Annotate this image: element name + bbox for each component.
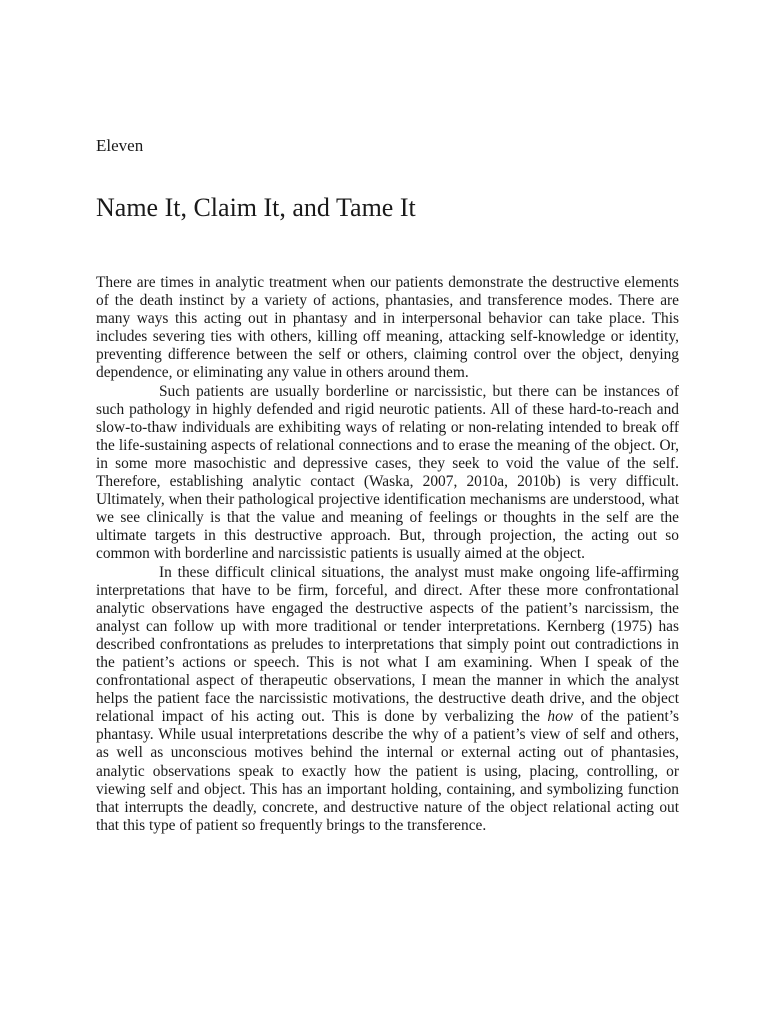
chapter-number: Eleven: [96, 136, 144, 155]
paragraph-3-text-after: of the patient’s phantasy. While usual interpretations describe the why of a patient’s view of self and others, as well as unconscious motives behind the internal or external acting out of phantasies, analytic observations speak to exactly how the patient is using, placing, controlling, or viewing self and object. This has an important holding, containing, and symbolizing function that interrupts the deadly, concrete, and destructive nature of the object relational acting out that this type of patient so frequently brings to the transference.: [96, 708, 679, 834]
chapter-body: [96, 274, 679, 835]
paragraph-3-emphasis: how: [547, 708, 574, 726]
chapter-title: Name It, Claim It, and Tame It: [96, 193, 416, 222]
paragraph-3-text-before: In these difficult clinical situations, the analyst must make ongoing life-affirming interpretations that have to be firm, forceful, and direct. After these more confrontational analytic observations have engaged the destructive aspects of the patient’s narcissism, the analyst can follow up with more traditional or tender interpretations. Kernberg (1975) has described confrontations as preludes to interpretations that simply point out contradictions in the patient’s actions or speech. This is not what I am examining. When I speak of the confrontational aspect of therapeutic observations, I mean the manner in which the analyst helps the patient face the narcissistic motivations, the destructive death drive, and the object relational impact of his acting out. This is done by verbalizing the: [96, 563, 679, 726]
paragraph-1: There are times in analytic treatment when our patients demonstrate the destructive elements of the death instinct by a variety of actions, phantasies, and transference modes. There are many ways this acting out in phantasy and in interpersonal behavior can take place. This includes severing ties with others, killing off meaning, attacking self-knowledge or identity, preventing difference between the self or others, claiming control over the object, denying dependence, or eliminating any value in others around them.: [96, 274, 679, 382]
paragraph-3: [96, 564, 679, 835]
paragraph-2: Such patients are usually borderline or narcissistic, but there can be instances of such pathology in highly defended and rigid neurotic patients. All of these hard-to-reach and slow-to-thaw individuals are exhibiting ways of relating or non-relating intended to break off the life-sustaining aspects of relational connections and to erase the meaning of the object. Or, in some more masochistic and depressive cases, they seek to void the value of the self. Therefore, establishing analytic contact (Waska, 2007, 2010a, 2010b) is very difficult. Ultimately, when their pathological projective identification mechanisms are understood, what we see clinically is that the value and meaning of feelings or thoughts in the self are the ultimate targets in this destructive approach. But, through projection, the acting out so common with borderline and narcissistic patients is usually aimed at the object.: [96, 382, 679, 563]
